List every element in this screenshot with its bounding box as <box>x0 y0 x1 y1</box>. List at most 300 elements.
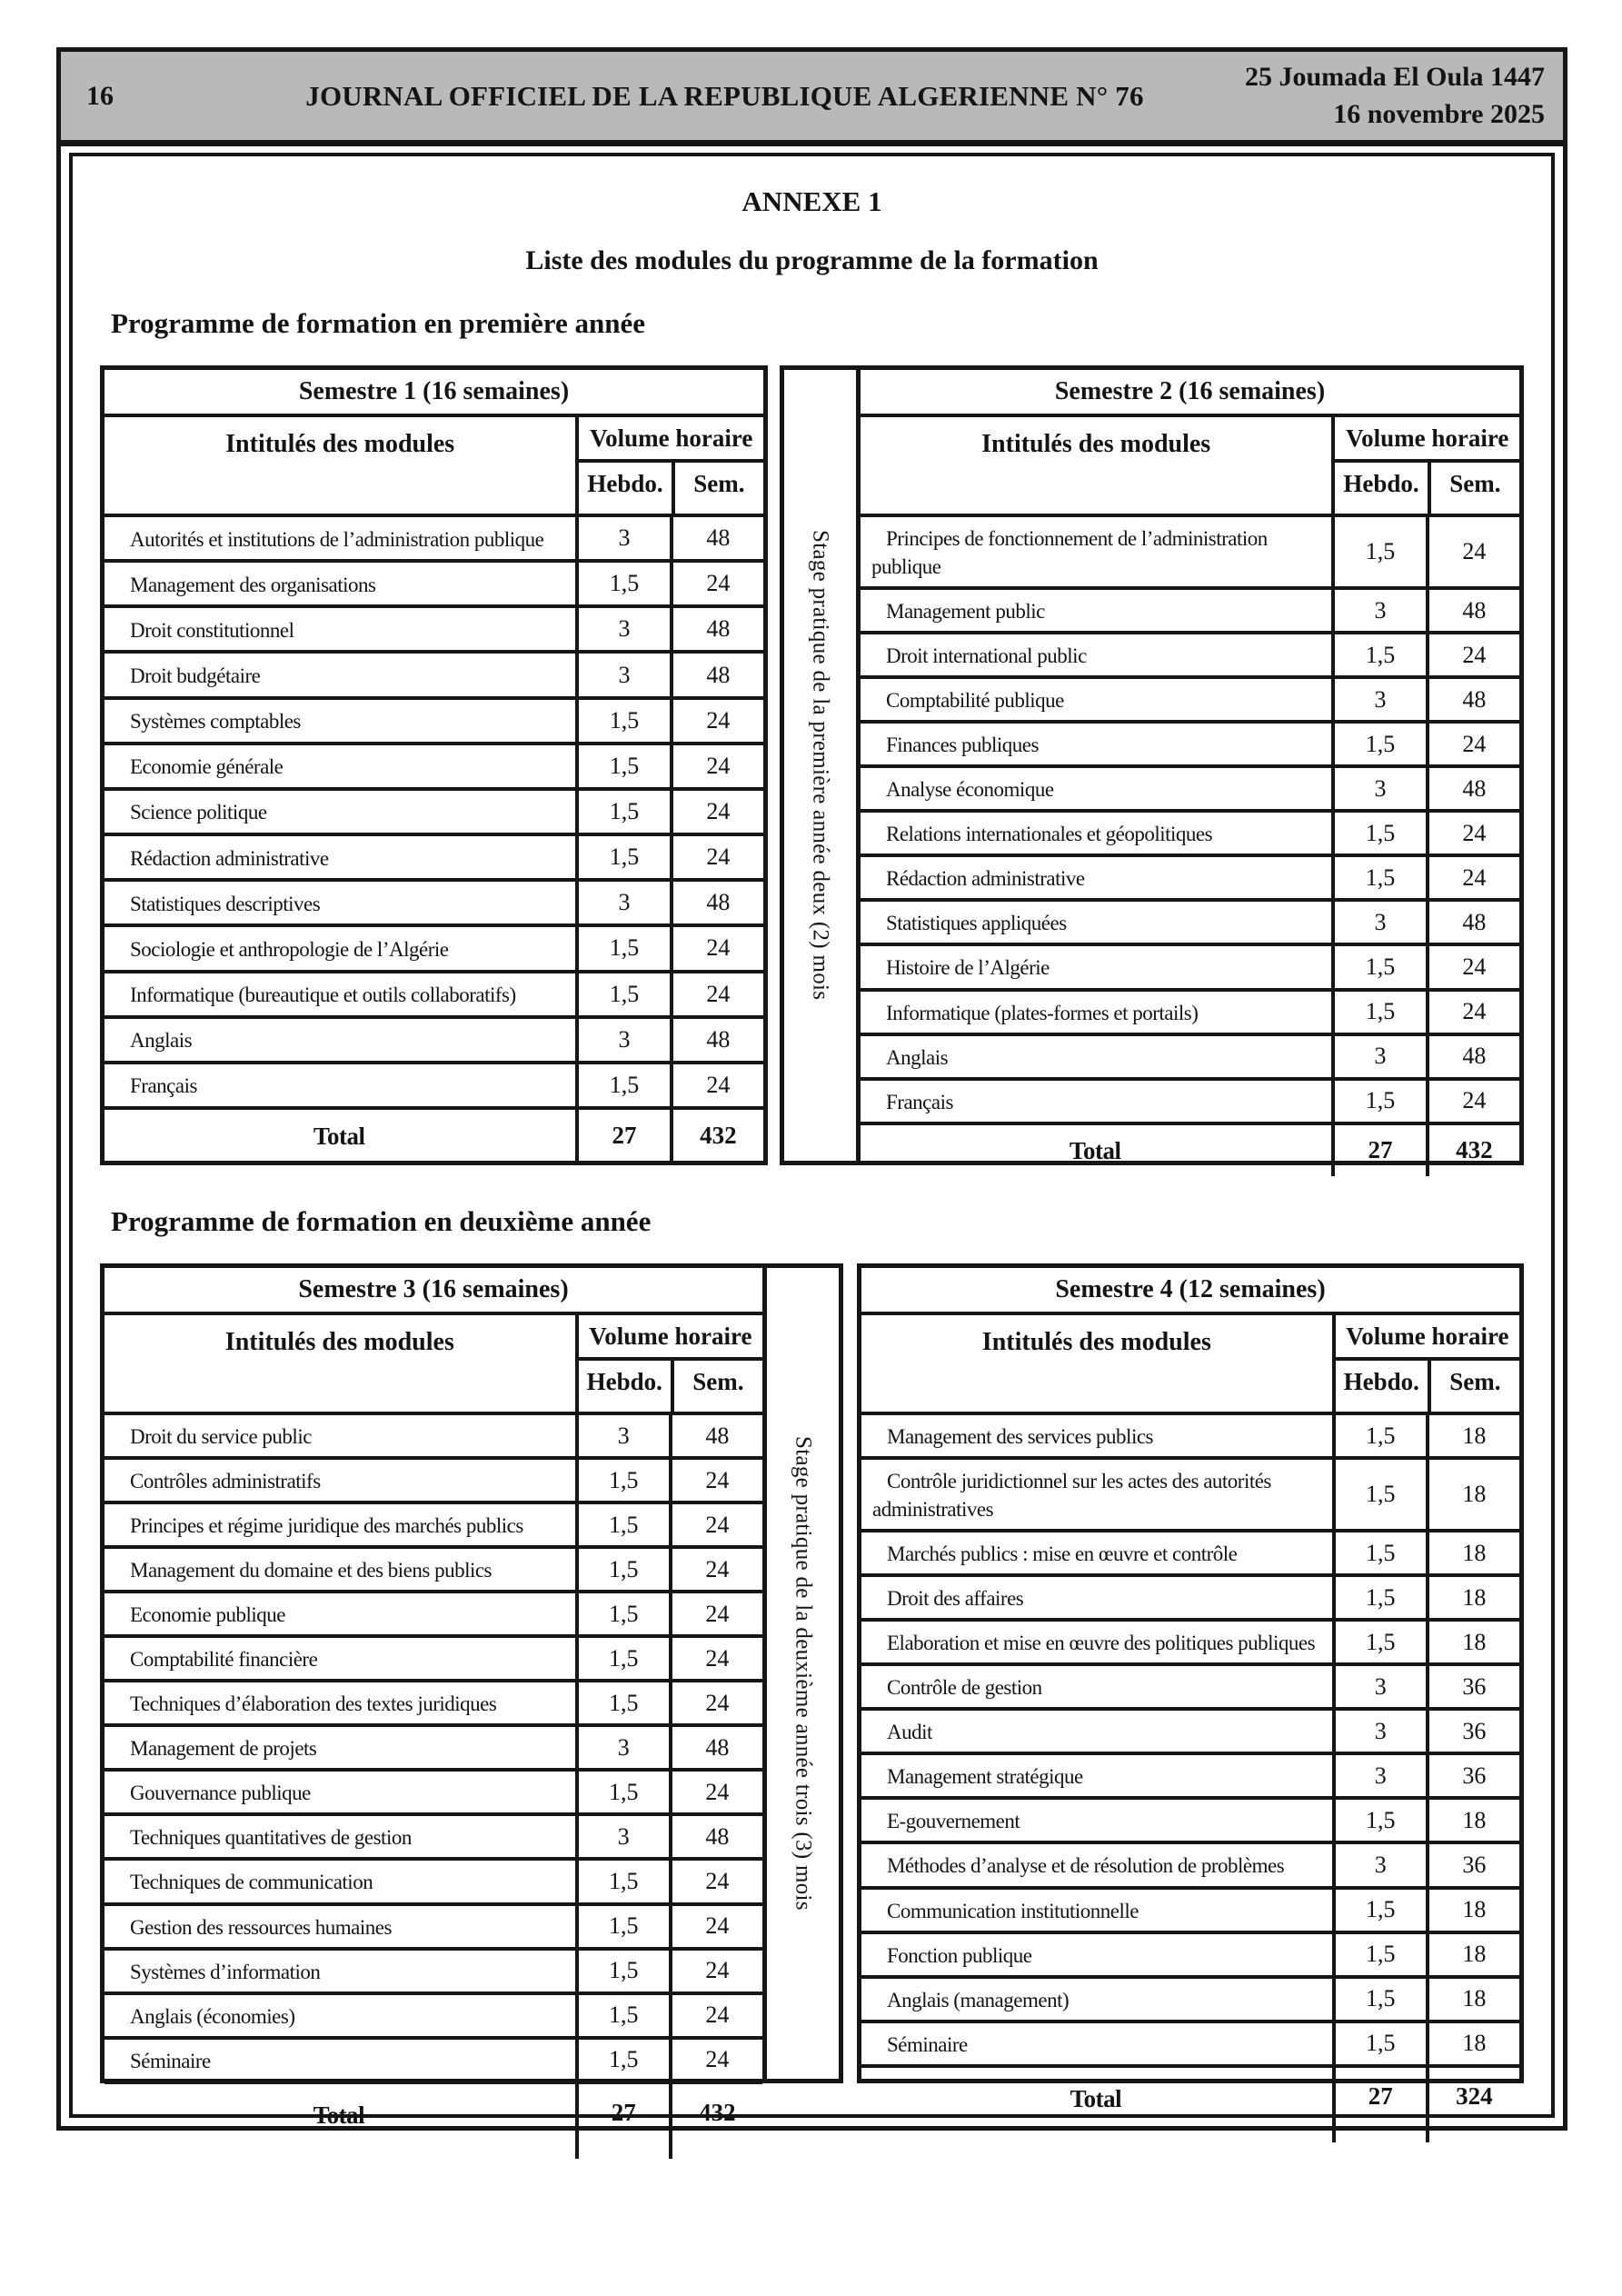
table-row <box>861 631 1519 675</box>
table-row <box>861 1077 1519 1122</box>
sem-cell: 18 <box>1426 1415 1519 1456</box>
module-name: Management public <box>886 600 1045 624</box>
module-name-cell <box>861 1460 1332 1529</box>
table-row <box>104 1812 762 1857</box>
module-name-cell <box>104 1460 575 1501</box>
hebdo-cell: 1,5 <box>575 791 669 833</box>
module-name: Informatique (plates-formes et portails) <box>886 1001 1199 1024</box>
volume-subcolumns <box>579 1361 762 1412</box>
table-row <box>861 1931 1519 1975</box>
module-name: Autorités et institutions de l’administration publique <box>130 527 544 551</box>
module-name-cell <box>861 1934 1332 1975</box>
module-name-cell <box>861 768 1331 809</box>
module-name: Communication institutionnelle <box>887 1899 1139 1922</box>
hebdo-cell: 1,5 <box>1332 1460 1426 1529</box>
col-header-hebdo: Hebdo. <box>1343 1368 1419 1395</box>
table-title: Semestre 1 (16 semaines) <box>104 370 763 417</box>
semester-table <box>100 1263 767 2129</box>
table-row <box>104 1061 763 1106</box>
table-row <box>104 970 763 1015</box>
sem-cell: 18 <box>1426 1460 1519 1529</box>
table-row <box>861 1975 1519 2020</box>
module-name-cell <box>104 836 575 878</box>
module-name: Marchés publics : mise en œuvre et contrôle <box>887 1542 1238 1566</box>
module-name-cell <box>104 1549 575 1590</box>
sem-cell: 48 <box>670 1019 763 1061</box>
table-row <box>104 1947 762 1992</box>
sem-cell: 48 <box>1426 768 1519 809</box>
table-row <box>861 2020 1519 2064</box>
module-name: Economie générale <box>130 755 284 779</box>
table-row <box>861 1618 1519 1662</box>
module-name-cell <box>104 563 575 604</box>
table-row <box>104 604 763 650</box>
total-sem: 432 <box>670 1110 763 1161</box>
module-name-cell <box>861 1844 1332 1885</box>
hebdo-cell: 1,5 <box>575 927 669 969</box>
section-1 <box>100 307 1524 1165</box>
module-name-cell <box>861 1622 1332 1662</box>
semester-table <box>100 365 768 1165</box>
module-name: Rédaction administrative <box>130 846 329 870</box>
total-label: Total <box>1069 1137 1121 1165</box>
module-name: Economie publique <box>130 1603 285 1627</box>
hebdo-cell: 1,5 <box>575 700 669 742</box>
module-name: Méthodes d’analyse et de résolution de problèmes <box>887 1854 1285 1878</box>
annexe-subtitle: Liste des modules du programme de la formation <box>525 245 1099 275</box>
sem-cell: 36 <box>1426 1711 1519 1752</box>
section-heading: Programme de formation en deuxième année <box>111 1205 652 1237</box>
table-row <box>104 559 763 604</box>
sem-cell: 24 <box>1426 724 1519 764</box>
tables-band <box>100 1263 1524 2129</box>
module-name: Gestion des ressources humaines <box>130 1915 392 1939</box>
module-name: Finances publiques <box>886 734 1039 757</box>
sem-cell: 24 <box>669 1504 762 1545</box>
section-heading: Programme de formation en première année <box>111 307 645 339</box>
page-number: 16 <box>86 80 114 111</box>
sem-cell: 24 <box>669 1682 762 1723</box>
sem-cell: 24 <box>669 1772 762 1812</box>
hebdo-cell: 3 <box>575 608 669 650</box>
hebdo-cell: 1,5 <box>575 1593 669 1634</box>
sem-cell: 24 <box>670 927 763 969</box>
table-header <box>861 417 1519 517</box>
module-name-cell <box>104 791 575 833</box>
module-name-cell <box>861 1036 1331 1077</box>
module-name-cell <box>861 2023 1332 2064</box>
module-name: Audit <box>887 1721 932 1744</box>
module-name: Principes et régime juridique des marchés publics <box>130 1514 523 1538</box>
sem-cell: 24 <box>669 1460 762 1501</box>
total-hebdo: 27 <box>1332 2068 1426 2142</box>
module-name-cell <box>861 813 1331 854</box>
table-row <box>104 1501 762 1545</box>
sem-cell: 18 <box>1426 1532 1519 1573</box>
col-header-sem: Sem. <box>672 463 763 514</box>
sem-cell: 24 <box>669 1638 762 1679</box>
hebdo-cell: 3 <box>1331 768 1425 809</box>
table-row <box>861 1033 1519 1077</box>
module-name: Contrôles administratifs <box>130 1470 321 1493</box>
col-header-modules: Intitulés des modules <box>225 430 455 458</box>
semester-table <box>857 1263 1524 2112</box>
sem-cell: 24 <box>670 791 763 833</box>
table-row <box>104 1679 762 1723</box>
module-name-cell <box>861 1800 1332 1841</box>
table-row <box>104 696 763 742</box>
col-header-modules: Intitulés des modules <box>981 430 1211 458</box>
col-header-volume-group <box>575 417 763 514</box>
hebdo-cell: 3 <box>1331 679 1425 720</box>
module-name-cell <box>861 1711 1332 1752</box>
col-header-sem: Sem. <box>671 1361 762 1412</box>
hebdo-cell: 1,5 <box>1331 992 1425 1033</box>
sem-cell: 48 <box>670 517 763 559</box>
total-row <box>104 2081 762 2159</box>
module-name: Statistiques descriptives <box>130 892 321 915</box>
sem-cell: 24 <box>670 745 763 787</box>
table-row <box>861 1796 1519 1841</box>
module-name-cell <box>861 1577 1332 1618</box>
table-row <box>104 1902 762 1947</box>
module-name-cell <box>861 1532 1332 1573</box>
module-name-cell <box>861 1890 1332 1931</box>
table-row <box>104 833 763 878</box>
sem-cell: 48 <box>669 1816 762 1857</box>
sem-cell: 24 <box>1426 946 1519 987</box>
sem-cell: 24 <box>1426 1081 1519 1122</box>
module-name-cell <box>104 1727 575 1768</box>
total-label: Total <box>1070 2084 1122 2112</box>
hebdo-cell: 1,5 <box>575 1861 669 1902</box>
sem-cell: 24 <box>669 1549 762 1590</box>
module-name: Droit du service public <box>130 1425 312 1448</box>
module-name-cell <box>861 679 1331 720</box>
table-row <box>861 1573 1519 1618</box>
module-name-cell <box>104 1816 575 1857</box>
hebdo-cell: 3 <box>1331 590 1425 631</box>
module-name: Informatique (bureautique et outils collaboratifs) <box>130 983 516 1007</box>
module-name: Français <box>130 1074 197 1098</box>
module-name-cell <box>104 608 575 650</box>
table-row <box>861 988 1519 1033</box>
sem-cell: 48 <box>669 1415 762 1456</box>
module-name-cell <box>104 517 575 559</box>
total-label: Total <box>313 2101 365 2129</box>
total-sem: 324 <box>1426 2068 1519 2142</box>
annexe-title: ANNEXE 1 <box>741 185 882 217</box>
sem-cell: 18 <box>1426 1622 1519 1662</box>
total-row <box>861 1122 1519 1176</box>
hebdo-cell: 1,5 <box>1331 813 1425 854</box>
module-name: Droit des affaires <box>887 1587 1024 1611</box>
module-name: Séminaire <box>130 2049 211 2072</box>
hebdo-cell: 3 <box>575 654 669 695</box>
sem-cell: 48 <box>670 654 763 695</box>
table-row <box>861 1529 1519 1573</box>
sem-cell: 18 <box>1426 2023 1519 2064</box>
col-header-volume: Volume horaire <box>579 417 763 463</box>
sem-cell: 24 <box>670 700 763 742</box>
hebdo-cell: 1,5 <box>1331 517 1425 586</box>
module-name-cell <box>104 1638 575 1679</box>
table-row <box>861 1841 1519 1885</box>
module-name-cell <box>861 634 1331 675</box>
hebdo-cell: 1,5 <box>1331 724 1425 764</box>
table-row <box>104 2036 762 2081</box>
module-name: Anglais <box>130 1029 193 1053</box>
semester-table <box>856 365 1524 1165</box>
hebdo-cell: 1,5 <box>575 836 669 878</box>
hebdo-cell: 1,5 <box>1332 1415 1426 1456</box>
sem-cell: 36 <box>1426 1755 1519 1796</box>
module-name: Histoire de l’Algérie <box>886 956 1050 980</box>
hebdo-cell: 1,5 <box>575 973 669 1015</box>
stage-note-cell <box>780 365 856 1165</box>
hebdo-cell: 1,5 <box>1332 1577 1426 1618</box>
total-label: Total <box>313 1122 365 1150</box>
sem-cell: 24 <box>1426 517 1519 586</box>
table-body <box>861 517 1519 1122</box>
sem-cell: 48 <box>670 608 763 650</box>
sem-cell: 24 <box>670 563 763 604</box>
table-header <box>104 1315 762 1415</box>
sem-cell: 24 <box>670 836 763 878</box>
volume-subcolumns <box>579 463 763 514</box>
module-name-cell <box>104 700 575 742</box>
module-name-cell <box>104 1593 575 1634</box>
module-name: Management du domaine et des biens publics <box>130 1559 493 1582</box>
module-name: Droit constitutionnel <box>130 618 294 642</box>
table-row <box>861 898 1519 943</box>
total-sem: 432 <box>669 2084 762 2159</box>
sem-cell: 24 <box>669 1861 762 1902</box>
table-row <box>861 809 1519 854</box>
module-name-cell <box>861 1666 1332 1707</box>
module-name-cell <box>104 654 575 695</box>
sem-cell: 36 <box>1426 1844 1519 1885</box>
sem-cell: 36 <box>1426 1666 1519 1707</box>
module-name: Techniques quantitatives de gestion <box>130 1826 412 1850</box>
module-name-cell <box>104 1906 575 1947</box>
hebdo-cell: 1,5 <box>1331 1081 1425 1122</box>
hebdo-cell: 1,5 <box>575 2040 669 2081</box>
hebdo-cell: 1,5 <box>575 1995 669 2036</box>
date-hijri: 25 Joumada El Oula 1447 <box>1244 62 1545 92</box>
table-row <box>104 1634 762 1679</box>
total-hebdo: 27 <box>1331 1125 1425 1176</box>
hebdo-cell: 3 <box>575 1019 669 1061</box>
module-name: Anglais (management) <box>887 1988 1070 2011</box>
module-name: Gouvernance publique <box>130 1782 311 1805</box>
hebdo-cell: 1,5 <box>1331 857 1425 898</box>
table-body <box>104 517 763 1106</box>
page-frame <box>56 47 1567 2131</box>
col-header-volume: Volume horaire <box>1335 417 1519 463</box>
table-row <box>861 854 1519 898</box>
module-name-cell <box>104 1064 575 1106</box>
stage-note-text: Stage pratique de la première année deux (2) mois <box>808 530 833 1001</box>
module-name-cell <box>104 1682 575 1723</box>
sem-cell: 24 <box>670 1064 763 1106</box>
hebdo-cell: 1,5 <box>575 1064 669 1106</box>
table-title: Semestre 3 (16 semaines) <box>104 1268 762 1315</box>
hebdo-cell: 3 <box>1332 1666 1426 1707</box>
hebdo-cell: 1,5 <box>1331 946 1425 987</box>
hebdo-cell: 1,5 <box>575 563 669 604</box>
hebdo-cell: 3 <box>575 1727 669 1768</box>
section-2 <box>100 1205 1524 2129</box>
table-row <box>104 1415 762 1456</box>
table-row <box>104 1857 762 1902</box>
module-name: Droit international public <box>886 644 1087 668</box>
hebdo-cell: 3 <box>575 1415 669 1456</box>
module-name: Systèmes comptables <box>130 710 301 734</box>
tables-band <box>100 365 1524 1165</box>
table-row <box>104 1992 762 2036</box>
table-row <box>861 517 1519 586</box>
module-name: Français <box>886 1090 953 1113</box>
module-name-cell <box>104 973 575 1015</box>
module-name: Science politique <box>130 801 267 824</box>
module-name: Comptabilité publique <box>886 689 1064 713</box>
hebdo-cell: 1,5 <box>575 1549 669 1590</box>
table-header <box>861 1315 1519 1415</box>
sem-cell: 18 <box>1426 1934 1519 1975</box>
hebdo-cell: 1,5 <box>575 1504 669 1545</box>
volume-subcolumns <box>1336 1361 1519 1412</box>
module-name: Management des services publics <box>887 1425 1153 1448</box>
module-name: E-gouvernement <box>887 1810 1020 1833</box>
sem-cell: 24 <box>669 1951 762 1992</box>
sem-cell: 24 <box>1426 813 1519 854</box>
table-row <box>104 787 763 833</box>
table-row <box>861 586 1519 631</box>
table-row <box>861 1456 1519 1529</box>
volume-subcolumns <box>1335 463 1519 514</box>
sem-cell: 48 <box>1426 590 1519 631</box>
sections <box>100 307 1524 2129</box>
table-row <box>104 878 763 923</box>
journal-title: JOURNAL OFFICIEL DE LA REPUBLIQUE ALGERIENNE N° 76 <box>305 79 1144 112</box>
module-name-cell <box>104 1019 575 1061</box>
table-row <box>861 1886 1519 1931</box>
table-body <box>104 1415 762 2081</box>
table-title: Semestre 2 (16 semaines) <box>861 370 1519 417</box>
module-name-cell <box>104 1772 575 1812</box>
sem-cell: 24 <box>1426 992 1519 1033</box>
table-row <box>104 1590 762 1634</box>
module-name-cell <box>861 902 1331 943</box>
total-row <box>104 1106 763 1161</box>
sem-cell: 48 <box>669 1727 762 1768</box>
table-row <box>861 720 1519 764</box>
table-row <box>104 923 763 969</box>
sem-cell: 48 <box>670 882 763 923</box>
module-name-cell <box>861 857 1331 898</box>
module-name-cell <box>861 590 1331 631</box>
module-name: Statistiques appliquées <box>886 912 1067 935</box>
sem-cell: 24 <box>670 973 763 1015</box>
table-title: Semestre 4 (12 semaines) <box>861 1268 1519 1315</box>
module-name: Anglais (économies) <box>130 2004 295 2028</box>
date-gregorian: 16 novembre 2025 <box>1333 98 1545 129</box>
stage-note-cell <box>767 1263 843 2083</box>
module-name: Contrôle juridictionnel sur les actes des autorités administratives <box>872 1470 1271 1522</box>
sem-cell: 24 <box>669 2040 762 2081</box>
stage-note-text: Stage pratique de la deuxième année trois (3) mois <box>791 1436 816 1911</box>
hebdo-cell: 1,5 <box>1332 1934 1426 1975</box>
module-name-cell <box>104 1951 575 1992</box>
table-row <box>104 1545 762 1590</box>
col-header-sem: Sem. <box>1428 463 1519 514</box>
module-name-cell <box>861 724 1331 764</box>
table-row <box>861 1707 1519 1752</box>
module-name: Contrôle de gestion <box>887 1676 1042 1700</box>
hebdo-cell: 1,5 <box>1332 1800 1426 1841</box>
module-name-cell <box>861 946 1331 987</box>
total-hebdo: 27 <box>575 1110 669 1161</box>
module-name: Comptabilité financière <box>130 1648 318 1672</box>
table-body <box>861 1415 1519 2064</box>
module-name-cell <box>104 1415 575 1456</box>
sem-cell: 24 <box>669 1995 762 2036</box>
col-header-hebdo: Hebdo. <box>586 1368 662 1395</box>
table-row <box>861 764 1519 809</box>
module-name-cell <box>861 1415 1332 1456</box>
table-row <box>861 1662 1519 1707</box>
hebdo-cell: 1,5 <box>575 1682 669 1723</box>
content-frame <box>69 153 1555 2129</box>
hebdo-cell: 1,5 <box>575 1906 669 1947</box>
table-row <box>861 675 1519 720</box>
table-row <box>104 1456 762 1501</box>
module-name-cell <box>104 1995 575 2036</box>
sem-cell: 18 <box>1426 1979 1519 2020</box>
hebdo-cell: 3 <box>1331 902 1425 943</box>
col-header-modules: Intitulés des modules <box>981 1328 1211 1356</box>
sem-cell: 24 <box>669 1593 762 1634</box>
module-name: Anglais <box>886 1045 949 1069</box>
table-header <box>104 417 763 517</box>
hebdo-cell: 1,5 <box>575 745 669 787</box>
col-header-hebdo: Hebdo. <box>587 470 663 497</box>
module-name: Droit budgétaire <box>130 664 261 688</box>
hebdo-cell: 3 <box>575 1816 669 1857</box>
hebdo-cell: 3 <box>575 882 669 923</box>
table-row <box>104 517 763 559</box>
total-hebdo: 27 <box>575 2084 669 2159</box>
module-name: Elaboration et mise en œuvre des politiques publiques <box>887 1632 1316 1655</box>
sem-cell: 48 <box>1426 1036 1519 1077</box>
col-header-volume: Volume horaire <box>579 1315 762 1361</box>
hebdo-cell: 1,5 <box>575 1638 669 1679</box>
module-name-cell <box>861 1979 1332 2020</box>
hebdo-cell: 3 <box>1332 1844 1426 1885</box>
col-header-volume: Volume horaire <box>1336 1315 1519 1361</box>
module-name: Management de projets <box>130 1737 317 1761</box>
col-header-volume-group <box>575 1315 762 1412</box>
module-name-cell <box>861 517 1331 586</box>
table-row <box>861 1415 1519 1456</box>
module-name: Séminaire <box>887 2032 968 2056</box>
hebdo-cell: 3 <box>1331 1036 1425 1077</box>
module-name-cell <box>104 1861 575 1902</box>
module-name-cell <box>861 1081 1331 1122</box>
total-row <box>861 2064 1519 2142</box>
col-header-sem: Sem. <box>1428 1361 1519 1412</box>
